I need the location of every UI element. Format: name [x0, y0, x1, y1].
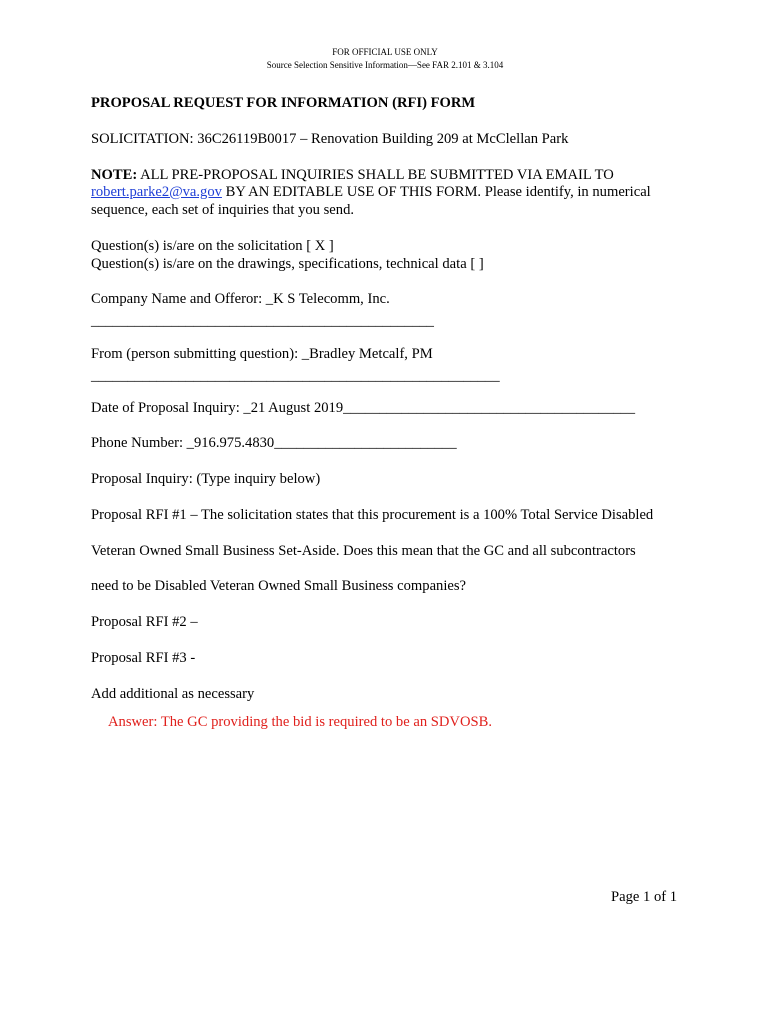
note-line-3: sequence, each set of inquiries that you send. [91, 202, 355, 218]
phone-line: Phone Number: _916.975.4830_________________________ [91, 435, 457, 451]
date-line: Date of Proposal Inquiry: _21 August 2019________________________________________ [91, 400, 636, 416]
rfi-2: Proposal RFI #2 – [91, 614, 198, 630]
rfi-1-line-1: Proposal RFI #1 – The solicitation states that this procurement is a 100% Total Service Disabled [91, 507, 654, 523]
rfi-1-line-2: Veteran Owned Small Business Set-Aside. Does this mean that the GC and all subcontractors [91, 543, 636, 559]
note-text-1: ALL PRE-PROPOSAL INQUIRIES SHALL BE SUBMITTED VIA EMAIL TO [140, 167, 614, 183]
inquiry-label: Proposal Inquiry: (Type inquiry below) [91, 471, 321, 487]
form-title: PROPOSAL REQUEST FOR INFORMATION (RFI) FORM [91, 95, 476, 111]
email-link[interactable]: robert.parke2@va.gov [91, 184, 222, 200]
solicitation-line: SOLICITATION: 36C26119B0017 – Renovation Building 209 at McClellan Park [91, 131, 569, 147]
from-underline: ________________________________________________________ [91, 368, 500, 384]
company-name-line: Company Name and Offeror: _K S Telecomm, Inc. [91, 291, 390, 307]
rfi-1-line-3: need to be Disabled Veteran Owned Small Business companies? [91, 578, 467, 594]
page-number: Page 1 of 1 [611, 889, 678, 905]
note-line-2 [91, 183, 651, 201]
company-underline: _______________________________________________ [91, 313, 434, 329]
sensitivity-notice: Source Selection Sensitive Information—See FAR 2.101 & 3.104 [266, 60, 504, 70]
from-line: From (person submitting question): _Bradley Metcalf, PM [91, 346, 433, 362]
classification-label: FOR OFFICIAL USE ONLY [332, 47, 438, 57]
rfi-3: Proposal RFI #3 - [91, 650, 196, 666]
answer-text: Answer: The GC providing the bid is required to be an SDVOSB. [108, 714, 492, 730]
question-drawings-line: Question(s) is/are on the drawings, specifications, technical data [ ] [91, 256, 484, 272]
note-text-2: BY AN EDITABLE USE OF THIS FORM. Please identify, in numerical [221, 184, 651, 200]
note-line-1 [91, 166, 614, 184]
question-solicitation-line: Question(s) is/are on the solicitation [ X ] [91, 238, 334, 254]
note-label: NOTE: [91, 167, 138, 183]
additional-note: Add additional as necessary [91, 686, 255, 702]
